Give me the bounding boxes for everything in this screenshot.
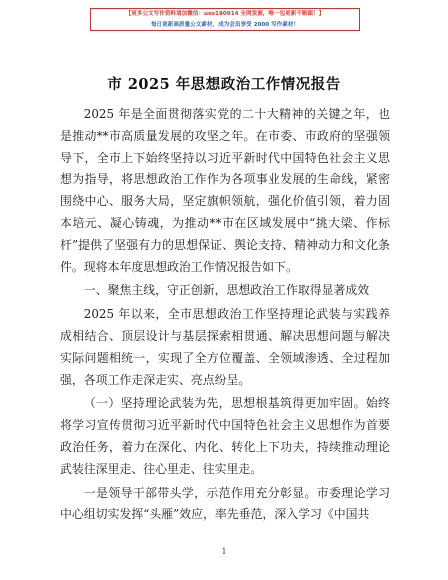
paragraph-overview: 2025 年以来，全市思想政治工作坚持理论武装与实践养成相结合、顶层设计与基层探索相贯通、解决思想问题与解决实际问题相统一，实现了全方位覆盖、全领域渗透、全过程加强，各项工作走深走实、亮点纷呈。: [60, 307, 390, 387]
section-heading: 一、聚焦主线，守正创新，思想政治工作取得显著成效: [83, 283, 370, 298]
page-number: 1: [221, 547, 227, 556]
promo-banner-line-2: 每日更新高质量公文素材，成为会员享受 2000 写作素材！: [150, 22, 300, 28]
paragraph-point-1: 一是领导干部带头学，示范作用充分彰显。市委理论学习中心组切实发挥“头雁”效应，率先垂范，深入学习《中国共: [60, 485, 390, 522]
promo-banner: [90, 8, 360, 31]
paragraph-intro: 2025 年是全面贯彻落实党的二十大精神的关键之年，也是推动**市高质量发展的攻坚之年。在市委、市政府的坚强领导下，全市上下始终坚持以习近平新时代中国特色社会主义思想为指导，将思想政治工作作为各项事业发展的生命线，紧密围绕中心、服务大局，坚定旗帜领航，强化价值引领，着力固本培元、凝心铸魂，为推动**市在区域发展中“挑大梁、作标杆”提供了坚强有力的思想保证、舆论支持、精神动力和文化条件。现将本年度思想政治工作情况报告如下。: [60, 107, 390, 274]
document-body: [60, 104, 390, 526]
document-title: 市 2025 年思想政治工作情况报告: [107, 76, 341, 93]
promo-banner-line-1: 【更多公文写作资料请加微信：uso180914 全网货源，唯一包更新不断跟！】: [125, 11, 325, 17]
paragraph-subsection-1: （一）坚持理论武装为先，思想根基筑得更加牢固。始终将学习宣传贯彻习近平新时代中国特色社会主义思想作为首要政治任务，着力在深化、内化、转化上下功夫，持续推动理论武装往深里走、往心里走、往实里走。: [60, 396, 390, 476]
